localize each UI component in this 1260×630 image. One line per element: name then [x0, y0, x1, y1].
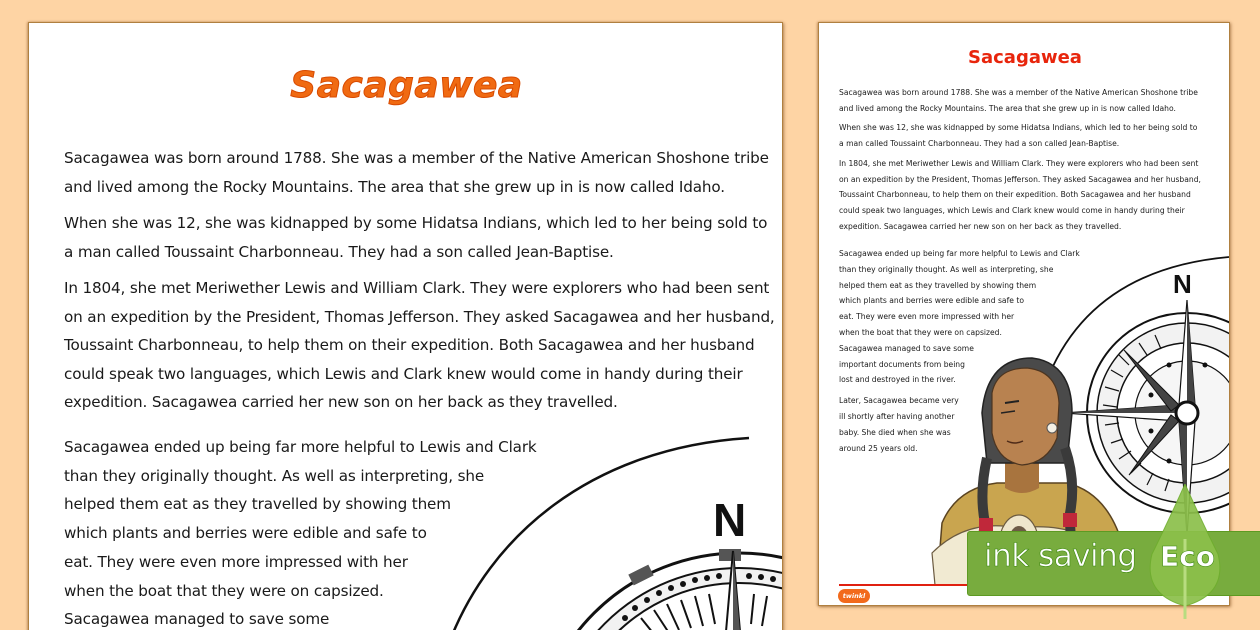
paragraph-expedition	[839, 156, 1214, 235]
compass-rose-icon	[429, 428, 783, 630]
text-line: could speak two languages, which Lewis and Clark knew would come in handy during their	[64, 364, 743, 383]
twinkl-logo: twinkl	[838, 589, 870, 603]
worksheet-title: Sacagawea	[290, 65, 523, 106]
text-line: eat. They were even more impressed with her	[839, 312, 1015, 322]
text-line: on an expedition by the President, Thomas Jefferson. They asked Sacagawea and her husband,	[64, 307, 775, 326]
text-line: Toussaint Charbonneau, to help them on their expedition. Both Sacagawea and her husband	[64, 336, 755, 354]
worksheet-body	[64, 144, 775, 425]
text-line: Sacagawea was born around 1788. She was a member of the Native American Shoshone tribe	[64, 149, 769, 167]
text-line: when the boat that they were on capsized.	[839, 327, 1002, 337]
text-line: than they originally thought. As well as interpreting, she	[839, 264, 1054, 274]
ink-saving-label: ink saving	[984, 538, 1137, 574]
text-line: Toussaint Charbonneau, to help them on their expedition. Both Sacagawea and her husband	[839, 190, 1191, 200]
text-line: eat. They were even more impressed with her	[64, 552, 408, 571]
text-line: a man called Toussaint Charbonneau. They had a son called Jean-Baptise.	[64, 242, 614, 261]
worksheet-title-small: Sacagawea	[968, 47, 1082, 68]
text-line: than they originally thought. As well as interpreting, she	[64, 466, 485, 485]
text-line: and lived among the Rocky Mountains. The area that she grew up in is now called Idaho.	[64, 177, 725, 196]
text-line: important documents from being	[839, 359, 965, 369]
eco-label: Eco	[1160, 540, 1215, 573]
text-line: on an expedition by the President, Thomas Jefferson. They asked Sacagawea and her husband,	[839, 174, 1201, 184]
text-line: baby. She died when she was	[839, 427, 951, 437]
text-line: a man called Toussaint Charbonneau. They had a son called Jean-Baptise.	[839, 139, 1120, 149]
worksheet-body-small	[839, 85, 1214, 238]
text-line: expedition. Sacagawea carried her new son on her back as they travelled.	[839, 221, 1122, 231]
text-line: ill shortly after having another	[839, 411, 955, 421]
text-line: could speak two languages, which Lewis and Clark knew would come in handy during their	[839, 205, 1185, 215]
text-line: When she was 12, she was kidnapped by some Hidatsa Indians, which led to her being sold to	[64, 214, 768, 232]
paragraph-expedition	[64, 274, 775, 417]
worksheet-page-large	[28, 22, 783, 630]
text-line: expedition. Sacagawea carried her new son on her back as they travelled.	[64, 393, 618, 411]
text-line: around 25 years old.	[839, 443, 918, 453]
text-line: lost and destroyed in the river.	[839, 375, 956, 385]
text-line: and lived among the Rocky Mountains. The area that she grew up in is now called Idaho.	[839, 103, 1176, 113]
text-line: Sacagawea managed to save some	[839, 343, 974, 353]
text-line: which plants and berries were edible and safe to	[64, 524, 427, 543]
text-line: Sacagawea was born around 1788. She was a member of the Native American Shoshone tribe	[839, 88, 1198, 97]
text-line: Later, Sacagawea became very	[839, 396, 959, 406]
text-line: In 1804, she met Meriwether Lewis and William Clark. They were explorers who had been sent	[64, 279, 770, 297]
text-line: which plants and berries were edible and safe to	[839, 296, 1024, 306]
text-line: helped them eat as they travelled by showing them	[64, 495, 451, 514]
compass-north-label: N	[713, 494, 747, 546]
text-line: Sacagawea managed to save some	[64, 610, 330, 629]
text-line: when the boat that they were on capsized.	[64, 581, 384, 600]
text-line: helped them eat as they travelled by showing them	[839, 280, 1037, 290]
paragraph-birth	[839, 85, 1214, 116]
compass-north-label: N	[1173, 269, 1192, 299]
paragraph-kidnapped	[839, 120, 1214, 151]
text-line: In 1804, she met Meriwether Lewis and William Clark. They were explorers who had been sent	[839, 158, 1199, 168]
text-line: Sacagawea ended up being far more helpful to Lewis and Clark	[64, 438, 537, 456]
paragraph-kidnapped	[64, 209, 768, 266]
text-line: When she was 12, she was kidnapped by some Hidatsa Indians, which led to her being sold to	[839, 123, 1198, 133]
text-line: Sacagawea ended up being far more helpful to Lewis and Clark	[839, 249, 1080, 258]
paragraph-birth	[64, 144, 769, 201]
